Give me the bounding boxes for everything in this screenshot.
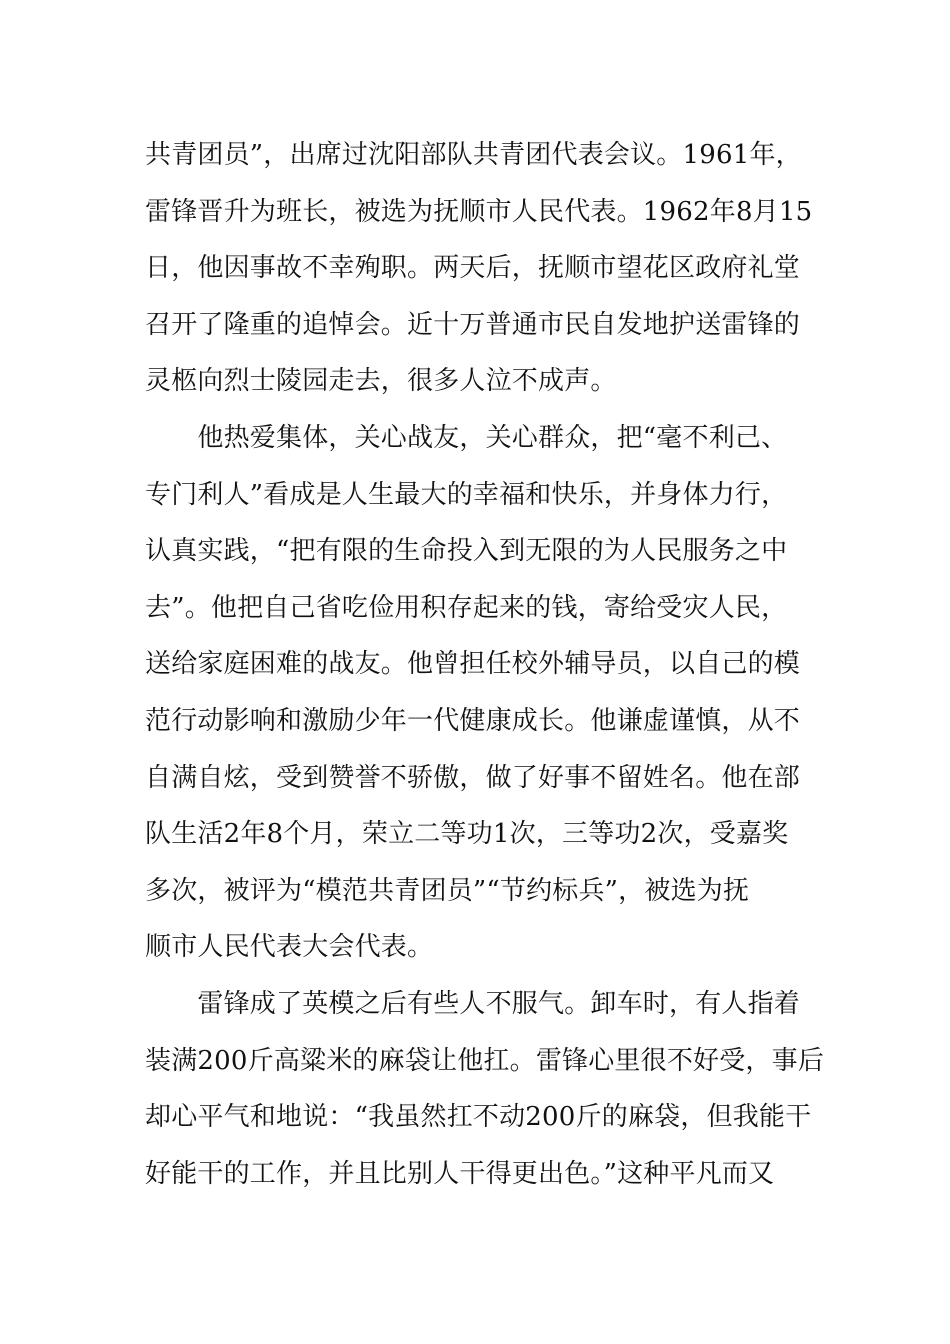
text-line: 专门利人”看成是人生最大的幸福和快乐，并身体力行， [145, 479, 788, 510]
text-line: 送给家庭困难的战友。他曾担任校外辅导员，以自己的模 [145, 649, 801, 680]
text-line: 召开了隆重的追悼会。近十万普通市民自发地护送雷锋的 [145, 309, 801, 340]
body-text [145, 127, 825, 1202]
text-line: 灵柩向烈士陵园走去，很多人泣不成声。 [145, 366, 617, 397]
text-line: 好能干的工作，并且比别人干得更出色。”这种平凡而又 [145, 1158, 775, 1189]
text-line: 雷锋晋升为班长，被选为抚顺市人民代表。1962年8月15 [145, 196, 813, 227]
text-line: 认真实践，“把有限的生命投入到无限的为人民服务之中 [145, 536, 788, 567]
text-line: 多次，被评为“模范共青团员”“节约标兵”，被选为抚 [145, 875, 750, 906]
text-line: 他热爱集体，关心战友，关心群众，把“毫不利己、 [145, 422, 788, 453]
text-line: 共青团员”，出席过沈阳部队共青团代表会议。1961年， [145, 140, 802, 170]
text-line: 自满自炫，受到赞誉不骄傲，做了好事不留姓名。他在部 [145, 762, 801, 793]
text-line: 日，他因事故不幸殉职。两天后，抚顺市望花区政府礼堂 [145, 253, 801, 284]
text-line: 却心平气和地说：“我虽然扛不动200斤的麻袋，但我能干 [145, 1102, 812, 1133]
text-line: 去”。他把自己省吃俭用积存起来的钱，寄给受灾人民， [145, 592, 788, 623]
text-line: 雷锋成了英模之后有些人不服气。卸车时，有人指着 [145, 988, 801, 1019]
text-line: 范行动影响和激励少年一代健康成长。他谦虚谨慎，从不 [145, 705, 801, 736]
text-line: 装满200斤高粱米的麻袋让他扛。雷锋心里很不好受，事后 [145, 1045, 825, 1076]
text-line: 顺市人民代表大会代表。 [145, 932, 434, 963]
text-line: 队生活2年8个月，荣立二等功1次，三等功2次，受嘉奖 [145, 819, 789, 850]
